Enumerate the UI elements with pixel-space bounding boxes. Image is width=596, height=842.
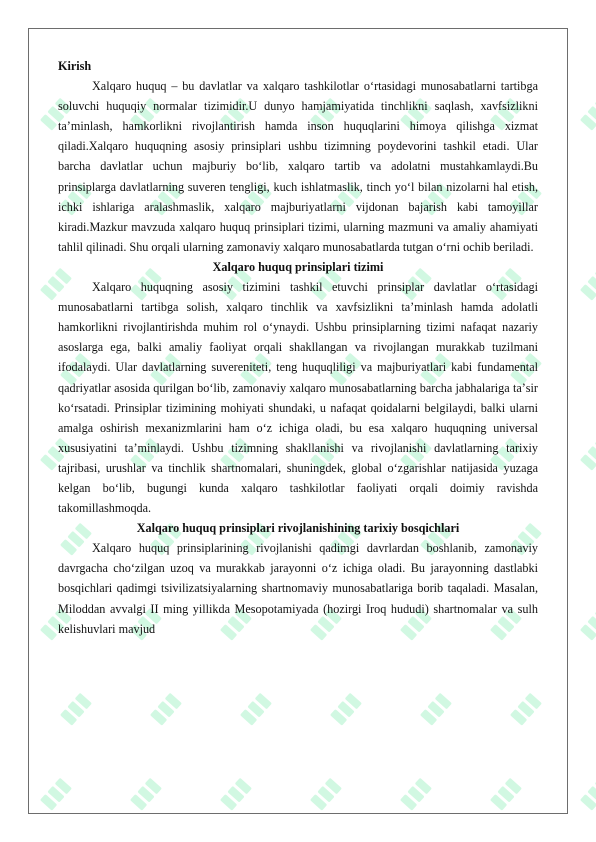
heading-intro: Kirish [58,59,92,73]
paragraph-historical-stages: Xalqaro huquq prinsiplarining rivojlanishi qadimgi davrlardan boshlanib, zamonaviy davrgacha cho‘zilgan uzoq va murakkab jarayonni o‘z ichiga oladi. Bu jarayonning dastlabki bosqichlari qadimgi tsivilizatsiyalarning shartnomaviy munosabatlariga borib taqaladi. Masalan, Miloddan avvalgi II ming yillikda Mesopotamiyada (hozirgi Iroq hududi) shartnomalar va sulh kelishuvlari mavjud [58,541,538,636]
watermark-mark-icon [580,268,596,301]
document-body [58,56,538,639]
heading-principles-system: Xalqaro huquq prinsiplari tizimi [212,259,384,274]
heading-historical-stages: Xalqaro huquq prinsiplari rivojlanishining tarixiy bosqichlari [136,521,460,536]
watermark-mark-icon [580,778,596,811]
paragraph-principles-system: Xalqaro huquqning asosiy tizimini tashkil etuvchi prinsiplar davlatlar o‘rtasidagi munosabatlarni tartibga solish, xalqaro tinchlik va xavfsizlikni taʼminlash hamda adolatli hamkorlikni rivojlantirishda muhim rol oʻynaydi. Ushbu prinsiplarning tizimi nafaqat nazariy asoslarga ega, balki amaliy faoliyat orqali shakllangan va rivojlangan murakkab tuzilmani ifodalaydi. Ular davlatlarning suvereniteti, teng huquqliligi va majburiyatlari kabi fundamental qadriyatlar asosida qurilgan bo‘lib, zamonaviy xalqaro munosabatlarning barcha jabhalariga taʼsir koʻrsatadi. Prinsiplar tizimining mohiyati shundaki, u nafaqat qoidalarni belgilaydi, balki ularni amalga oshirish mexanizmlarini ham oʻz ichiga oladi, bu esa xalqaro huquqning universal xususiyatini taʼminlaydi. Ushbu tizimning shakllanishi va rivojlanishi davlatlarning tarixiy tajribasi, urushlar va tinchlik shartnomalari, shuningdek, global oʻzgarishlar natijasida yuzaga kelgan boʻlib, bugungi kunda xalqaro tashkilotlar faoliyati orqali doimiy ravishda takomillashmoqda. [58,280,538,516]
watermark-mark-icon [580,98,596,131]
watermark-mark-icon [580,608,596,641]
paragraph-intro: Xalqaro huquq – bu davlatlar va xalqaro tashkilotlar o‘rtasidagi munosabatlarni tartibga soluvchi huquqiy normalar tizimidir.U dunyo hamjamiyatida tinchlikni saqlash, xavfsizlikni ta’minlash, hamkorlikni rivojlantirish hamda inson huquqlarini himoya qilishga xizmat qiladi.Xalqaro huquqning asosiy prinsiplari ushbu tizimning poydevorini tashkil etadi. Ular barcha davlatlar uchun majburiy bo‘lib, xalqaro tartib va adolatni mustahkamlaydi.Bu prinsiplarga davlatlarning suveren tengligi, kuch ishlatmaslik, tinch yo‘l bilan nizolarni hal etish, ichki ishlariga aralashmaslik, xalqaro majburiyatlarni vijdonan bajarish kabi tamoyillar kiradi.Mazkur mavzuda xalqaro huquq prinsiplari tizimi, ularning mazmuni va amaliy ahamiyati tahlil qilinadi. Shu orqali ularning zamonaviy xalqaro munosabatlarda tutgan o‘rni ochib beriladi. [58,79,538,254]
watermark-mark-icon [580,438,596,471]
